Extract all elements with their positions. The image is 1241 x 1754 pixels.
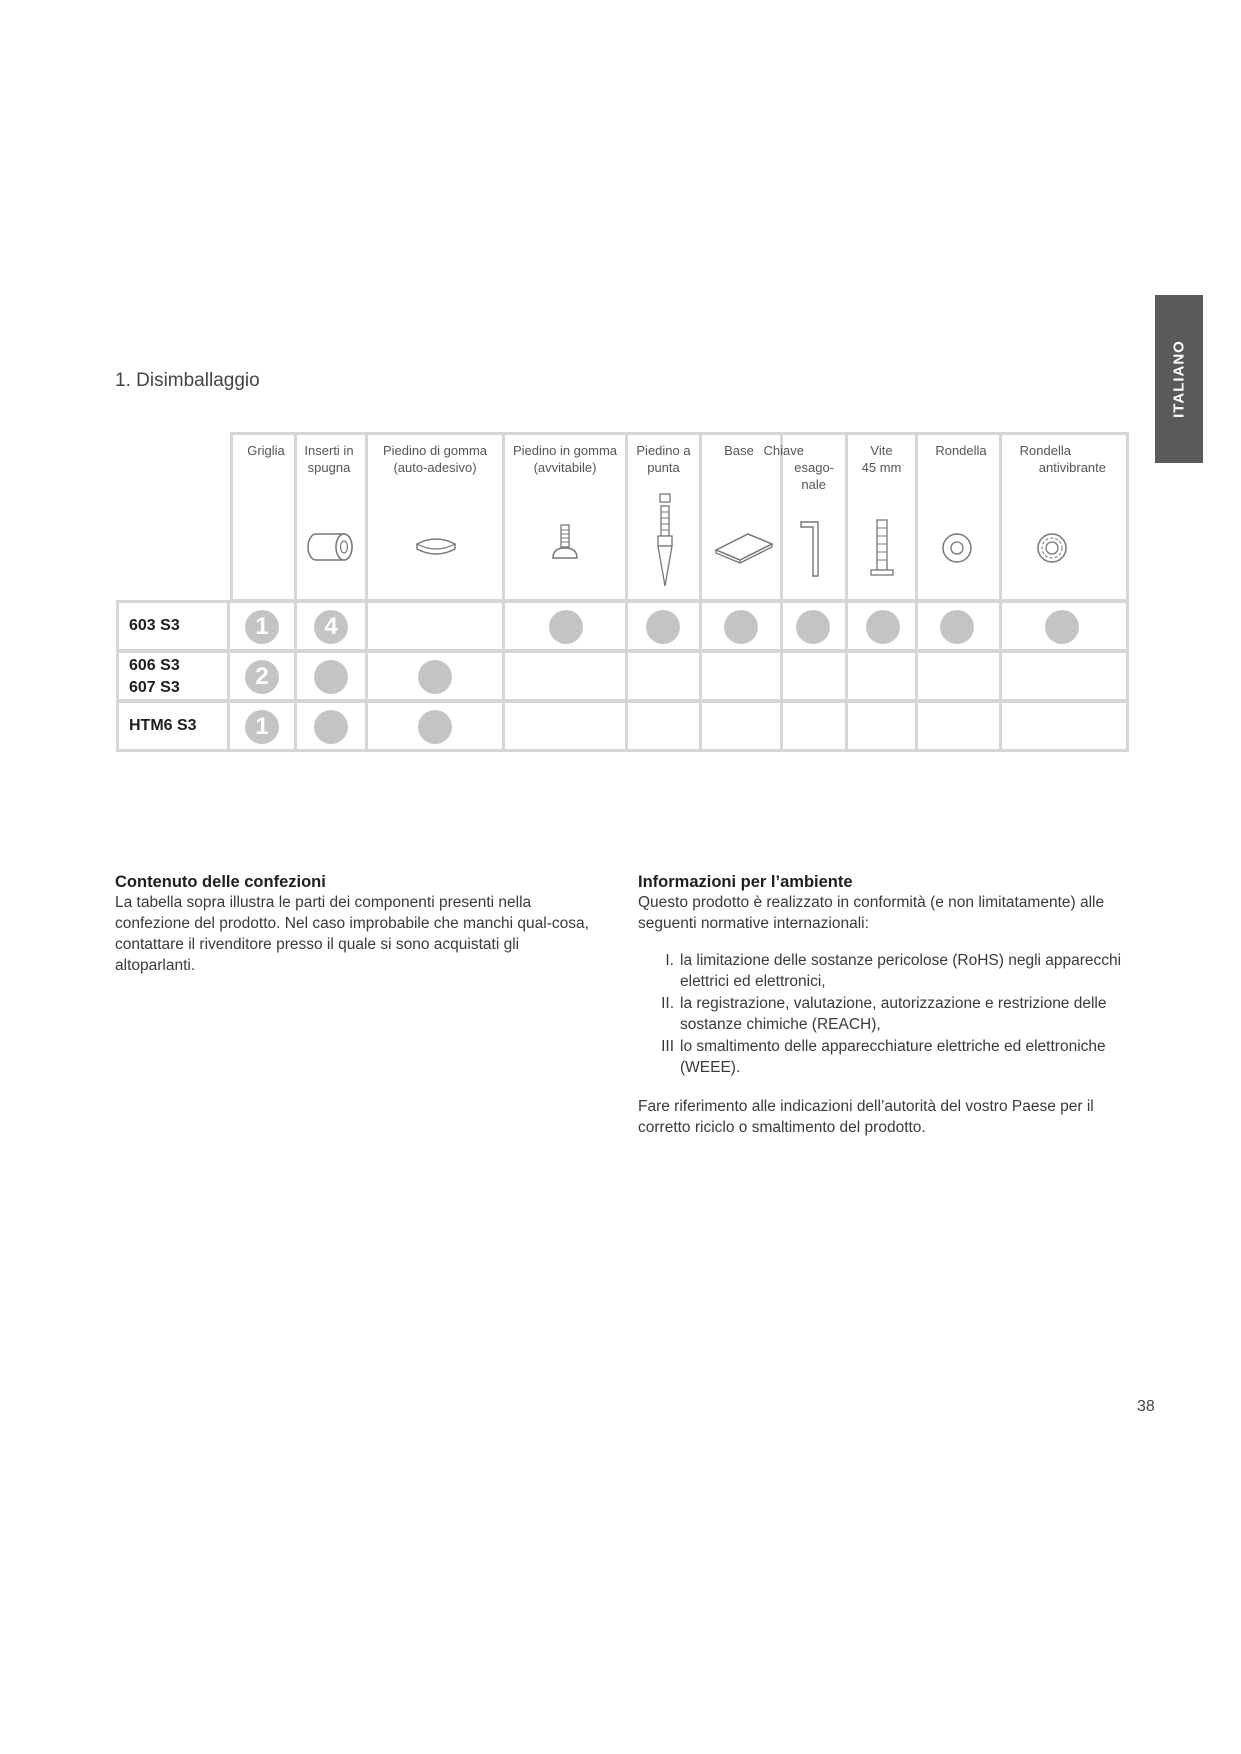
header-rondella-antivibrante: Rondella antivibrante bbox=[1019, 443, 1106, 475]
adhesive-foot-icon bbox=[411, 532, 461, 562]
quantity-badge: 4 bbox=[314, 610, 348, 644]
sponge-insert-icon bbox=[306, 530, 356, 564]
row-label: 606 S3 bbox=[129, 657, 180, 674]
spike-foot-icon bbox=[653, 490, 677, 590]
washer-icon bbox=[939, 530, 975, 566]
included-dot bbox=[549, 610, 583, 644]
row-label: 603 S3 bbox=[129, 617, 180, 634]
included-dot bbox=[796, 610, 830, 644]
quantity-badge: 2 bbox=[245, 660, 279, 694]
language-tab-label: ITALIANO bbox=[1170, 340, 1188, 418]
list-item: II. la registrazione, valutazione, autorizzazione e restrizione delle sostanze chimiche (REACH), bbox=[661, 995, 1107, 1033]
screw-foot-icon bbox=[549, 522, 581, 566]
language-tab bbox=[1155, 295, 1203, 463]
header-inserti: Inserti in spugna bbox=[304, 443, 354, 475]
included-dot bbox=[314, 710, 348, 744]
header-base: Base bbox=[724, 443, 754, 458]
included-dot bbox=[1045, 610, 1079, 644]
environment-heading: Informazioni per l’ambiente bbox=[638, 873, 853, 891]
header-griglia: Griglia bbox=[247, 443, 285, 458]
package-contents-section bbox=[115, 872, 595, 976]
header-rondella: Rondella bbox=[935, 443, 987, 458]
package-contents-heading: Contenuto delle confezioni bbox=[115, 873, 326, 891]
included-dot bbox=[940, 610, 974, 644]
included-dot bbox=[418, 710, 452, 744]
row-label: 607 S3 bbox=[129, 679, 180, 696]
row-label: HTM6 S3 bbox=[129, 717, 197, 734]
header-piedino-punta: Piedino a punta bbox=[636, 443, 691, 475]
screw-45mm-icon bbox=[868, 516, 896, 580]
hex-key-icon bbox=[798, 518, 826, 580]
environment-section bbox=[638, 872, 1138, 1138]
section-title: 1. Disimballaggio bbox=[115, 370, 260, 391]
header-vite: Vite 45 mm bbox=[861, 443, 902, 475]
included-dot bbox=[866, 610, 900, 644]
base-plate-icon bbox=[712, 528, 776, 568]
quantity-badge: 1 bbox=[245, 610, 279, 644]
environment-note: Fare riferimento alle indicazioni dell’autorità del vostro Paese per il corretto riciclo o smaltimento del prodotto. bbox=[638, 1098, 1094, 1136]
included-dot bbox=[646, 610, 680, 644]
header-piedino-avvitabile: Piedino in gomma (avvitabile) bbox=[512, 443, 618, 475]
package-contents-text: La tabella sopra illustra le parti dei componenti presenti nella confezione del prodotto. Nel caso improbabile che manchi qual-cosa, contattare il rivenditore presso il quale si sono acquistati gli altoparlanti. bbox=[115, 894, 589, 974]
page-number: 38 bbox=[1137, 1398, 1155, 1415]
header-chiave: Chiave esago- nale bbox=[763, 443, 834, 492]
included-dot bbox=[418, 660, 452, 694]
quantity-badge: 1 bbox=[245, 710, 279, 744]
included-dot bbox=[724, 610, 758, 644]
list-item: III lo smaltimento delle apparecchiature elettriche ed elettroniche (WEEE). bbox=[661, 1038, 1106, 1076]
anti-vibration-washer-icon bbox=[1034, 530, 1070, 566]
list-item: I. la limitazione delle sostanze pericolose (RoHS) negli apparecchi elettrici ed elettronici, bbox=[665, 952, 1122, 990]
environment-intro: Questo prodotto è realizzato in conformità (e non limitatamente) alle seguenti normative internazionali: bbox=[638, 894, 1105, 932]
included-dot bbox=[314, 660, 348, 694]
regulations-list bbox=[638, 950, 1138, 1078]
header-piedino-adesivo: Piedino di gomma (auto-adesivo) bbox=[382, 443, 488, 475]
